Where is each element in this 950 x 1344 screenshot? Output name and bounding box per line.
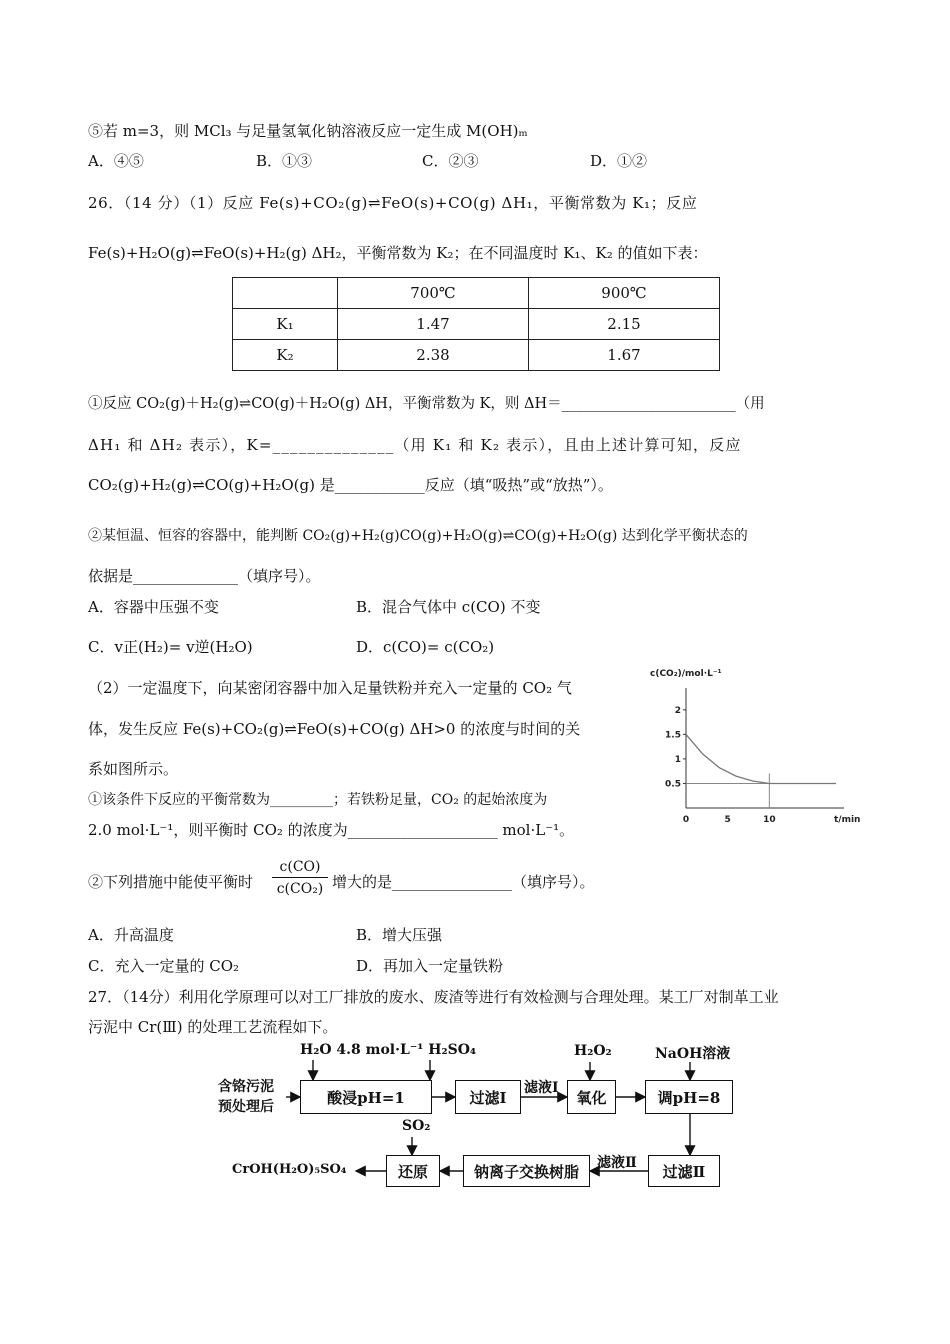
q26-sub3-prefix: ②下列措施中能使平衡时 — [88, 873, 254, 891]
q26-part1-line2: ΔH₁ 和 ΔH₂ 表示），K=______________（用 K₁ 和 K₂ 表示），且由上述计算可知，反应 — [88, 436, 742, 454]
x-axis-label: t/min — [834, 815, 861, 825]
q26-sub2-line4: ①该条件下反应的平衡常数为_________；若铁粉足量，CO₂ 的起始浓度为 — [88, 792, 548, 808]
q25-option-c: C．②③ — [422, 152, 479, 170]
y-tick-label: 2 — [674, 705, 681, 716]
y-tick-label: 0.5 — [665, 779, 681, 790]
filter1-box: 过滤Ⅰ — [455, 1080, 521, 1114]
q25-option-b: B．①③ — [256, 152, 313, 170]
x-tick-label: 5 — [724, 815, 731, 825]
table-header-cell: 900℃ — [529, 278, 720, 309]
table-cell: 1.67 — [529, 340, 720, 371]
q26-sub3-option-d: D．再加入一定量铁粉 — [356, 957, 504, 975]
q26-part2-option-d: D．c(CO)= c(CO₂) — [356, 638, 495, 656]
reduce-box: 还原 — [386, 1155, 440, 1187]
q26-intro-line2: Fe(s)+H₂O(g)⇌FeO(s)+H₂(g) ΔH₂，平衡常数为 K₂；在不同温度时 K₁、K₂ 的值如下表： — [88, 244, 708, 262]
ion-exchange-resin-box: 钠离子交换树脂 — [463, 1155, 590, 1187]
table-cell: 1.47 — [338, 309, 529, 340]
q26-sub3-option-a: A．升高温度 — [88, 926, 174, 944]
fraction-denominator: c(CO₂) — [272, 877, 328, 900]
q25-item5: ⑤若 m=3，则 MCl₃ 与足量氢氧化钠溶液反应一定生成 M(OH)ₘ — [88, 122, 528, 140]
q26-sub3-option-c: C．充入一定量的 CO₂ — [88, 957, 240, 975]
q27-intro-line1: 27．（14分）利用化学原理可以对工厂排放的废水、废渣等进行有效检测与合理处理。某工厂对制革工业 — [88, 988, 779, 1006]
q26-sub2-line5: 2.0 mol·L⁻¹，则平衡时 CO₂ 的浓度为____________________ mol·L⁻¹。 — [88, 821, 575, 839]
filter2-box: 过滤Ⅱ — [648, 1155, 720, 1187]
q26-part1-line1: ①反应 CO₂(g)＋H₂(g)⇌CO(g)＋H₂O(g) ΔH，平衡常数为 K，则 ΔH＝________________________（用 — [88, 396, 765, 412]
table-cell: K₁ — [233, 309, 338, 340]
q26-sub3-option-b: B．增大压强 — [356, 926, 443, 944]
adjust-ph8-box: 调pH=8 — [645, 1080, 733, 1114]
filtrate1-label: 滤液Ⅰ — [524, 1080, 559, 1096]
y-axis-label: c(CO₂)/mol·L⁻¹ — [650, 669, 722, 679]
q26-sub2-line2: 体，发生反应 Fe(s)+CO₂(g)⇌FeO(s)+CO(g) ΔH>0 的浓度与时间的关 — [88, 720, 581, 738]
reagent-h2o2: H₂O₂ — [574, 1043, 612, 1059]
q26-part2-option-b: B．混合气体中 c(CO) 不变 — [356, 598, 541, 616]
reagent-so2: SO₂ — [402, 1118, 431, 1134]
q25-option-a: A．④⑤ — [88, 152, 144, 170]
q26-sub2-line3: 系如图所示。 — [88, 760, 179, 778]
table-header-cell: 700℃ — [338, 278, 529, 309]
q26-part2-option-c: C．v正(H₂)= v逆(H₂O) — [88, 638, 253, 656]
x-tick-label: 0 — [682, 815, 690, 825]
x-tick-label: 10 — [763, 815, 776, 825]
table-cell: K₂ — [233, 340, 338, 371]
q26-intro-line1: 26．（14 分）（1）反应 Fe(s)+CO₂(g)⇌FeO(s)+CO(g) ΔH₁，平衡常数为 K₁；反应 — [88, 194, 698, 212]
y-tick-label: 1.5 — [665, 730, 681, 741]
q26-sub2-line1: （2）一定温度下，向某密闭容器中加入足量铁粉并充入一定量的 CO₂ 气 — [88, 679, 572, 697]
acid-leach-box: 酸浸pH=1 — [300, 1080, 432, 1114]
q26-part2-line1: ②某恒温、恒容的容器中，能判断 CO₂(g)+H₂(g)CO(g)+H₂O(g)⇌CO(g)+H₂O(g) 达到化学平衡状态的 — [88, 528, 748, 544]
fraction-numerator: c(CO) — [279, 859, 321, 875]
y-tick-label: 1 — [674, 754, 681, 765]
reagent-naoh: NaOH溶液 — [655, 1046, 731, 1062]
q25-option-d: D．①② — [590, 152, 648, 170]
input-label-line2: 预处理后 — [218, 1099, 274, 1115]
product-label: CrOH(H₂O)₅SO₄ — [232, 1162, 347, 1177]
input-label-line1: 含铬污泥 — [218, 1079, 274, 1095]
filtrate2-label: 滤液Ⅱ — [597, 1155, 637, 1171]
q26-sub3-suffix: 增大的是________________（填序号）。 — [332, 873, 595, 891]
q27-intro-line2: 污泥中 Cr(Ⅲ) 的处理工艺流程如下。 — [88, 1018, 338, 1036]
oxidize-box: 氧化 — [567, 1080, 616, 1114]
table-cell: 2.15 — [529, 309, 720, 340]
table-cell: 2.38 — [338, 340, 529, 371]
reagent-h2o-h2so4: H₂O 4.8 mol·L⁻¹ H₂SO₄ — [300, 1042, 477, 1058]
q26-part2-line2: 依据是______________（填序号）。 — [88, 567, 321, 585]
q26-part2-option-a: A．容器中压强不变 — [88, 598, 219, 616]
q26-part1-line3: CO₂(g)+H₂(g)⇌CO(g)+H₂O(g) 是____________反应（填“吸热”或“放热”）。 — [88, 476, 613, 494]
